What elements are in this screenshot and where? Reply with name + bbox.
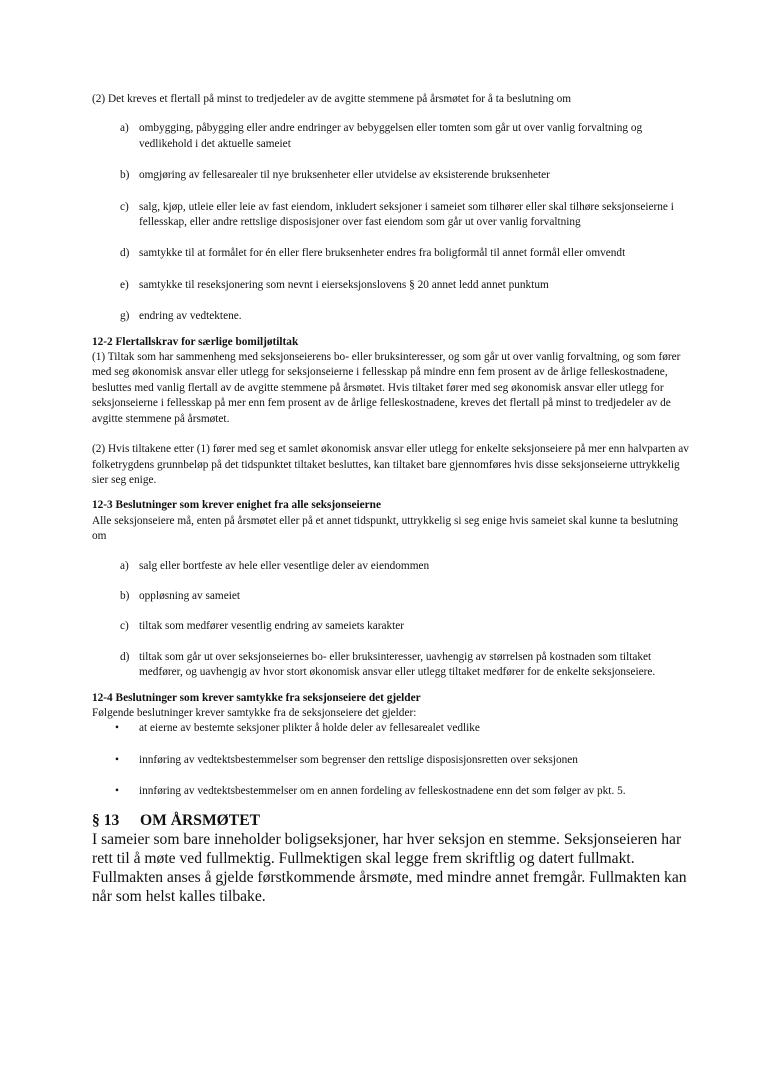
list-marker: b) xyxy=(120,169,130,182)
section-12-3-intro: Alle seksjonseiere må, enten på årsmøtet eller på et annet tidspunkt, uttrykkelig si seg enige hvis sameiet skal kunne ta beslutning om xyxy=(92,514,679,543)
bullet-item-text: innføring av vedtektsbestemmelser som begrenser den rettslige disposisjonsretten over seksjonen xyxy=(139,753,578,766)
list-item-text: omgjøring av fellesarealer til nye bruksenheter eller utvidelse av eksisterende bruksenheter xyxy=(139,169,550,182)
unanimity-list xyxy=(92,559,692,681)
section-12-2-heading: 12-2 Flertallskrav for særlige bomiljøtiltak xyxy=(92,335,299,348)
list-item xyxy=(92,619,692,634)
list-item-text: samtykke til at formålet for én eller flere bruksenheter endres fra boligformål til annet formål eller omvendt xyxy=(139,247,626,260)
consent-bullet-list xyxy=(92,721,692,799)
list-item xyxy=(92,121,692,152)
list-marker: a) xyxy=(120,559,129,572)
bullet-item xyxy=(92,784,692,799)
section-title: OM ÅRSMØTET xyxy=(140,811,260,829)
list-marker: c) xyxy=(120,200,129,213)
list-item xyxy=(92,559,692,574)
list-item-text: oppløsning av sameiet xyxy=(139,589,241,602)
list-marker: c) xyxy=(120,620,129,633)
list-item xyxy=(92,200,692,231)
document-page xyxy=(92,92,692,906)
list-item xyxy=(92,168,692,183)
section-12-2-paragraph-2: (2) Hvis tiltakene etter (1) fører med seg et samlet økonomisk ansvar eller utlegg for enkelte seksjonseiere på mer enn halvparten av folketrygdens grunnbeløp på det tidspunktet tiltaket besluttes, kan tiltaket bare gjennomføres hvis disse seksjonseierne uttrykkelig sier seg enige. xyxy=(92,443,689,486)
section-12-3-heading: 12-3 Beslutninger som krever enighet fra alle seksjonseierne xyxy=(92,499,381,512)
list-marker: d) xyxy=(120,247,130,260)
list-item-text: salg eller bortfeste av hele eller vesentlige deler av eiendommen xyxy=(139,559,430,572)
section-13-text: I sameier som bare inneholder boligseksjoner, har hver seksjon en stemme. Seksjonseieren har rett til å møte ved fullmektig. Fullmektigen skal legge frem skriftlig og datert fullmakt. Fullmakten anses å gjelde førstkommende årsmøte, med mindre annet fremgår. Fullmakten kan når som helst kalles tilbake. xyxy=(92,830,687,905)
majority-list xyxy=(92,121,692,324)
bullet-icon: • xyxy=(115,753,119,766)
list-item-text: endring av vedtektene. xyxy=(139,310,242,323)
bullet-item xyxy=(92,753,692,768)
paragraph-2-intro: (2) Det kreves et flertall på minst to tredjedeler av de avgitte stemmene på årsmøtet for å ta beslutning om xyxy=(92,93,572,105)
list-item xyxy=(92,650,692,681)
list-marker: d) xyxy=(120,650,130,663)
list-item xyxy=(92,309,692,324)
list-item-text: tiltak som går ut over seksjonseiernes bo- eller bruksinteresser, uavhengig av størrelsen på kostnaden som tiltaket medfører, og uavhengig av hvor stort økonomisk ansvar eller utlegg tiltaket medfører for de enkelte seksjonseiere. xyxy=(139,650,656,679)
list-item-text: ombygging, påbygging eller andre endringer av bebyggelsen eller tomten som går ut over vanlig forvaltning og vedlikehold i det aktuelle sameiet xyxy=(139,122,643,150)
bullet-item-text: at eierne av bestemte seksjoner plikter å holde deler av fellesarealet vedlike xyxy=(139,722,480,735)
section-12-4-heading: 12-4 Beslutninger som krever samtykke fra seksjonseiere det gjelder xyxy=(92,691,421,704)
bullet-item-text: innføring av vedtektsbestemmelser om en annen fordeling av felleskostnadene enn det som følger av pkt. 5. xyxy=(139,785,626,798)
bullet-item xyxy=(92,721,692,736)
list-item-text: salg, kjøp, utleie eller leie av fast eiendom, inkludert seksjoner i sameiet som tilhører eller skal tilhøre seksjonseierne i fellesskap, eller andre rettslige disposisjoner over fast eiendom som går ut over vanlig forvaltning xyxy=(139,200,674,229)
list-item xyxy=(92,246,692,261)
section-12-2-paragraph-1: (1) Tiltak som har sammenheng med seksjonseierens bo- eller bruksinteresser, og som går ut over vanlig forvaltning, og som fører med seg økonomisk ansvar eller utlegg for seksjonseierne i fellesskap på mindre enn fem prosent av de årlige felleskostnadene, besluttes med vanlig flertall av de avgitte stemmene på årsmøtet. Hvis tiltaket fører med seg økonomisk ansvar eller utlegg for seksjonseierne i fellesskap på mer enn fem prosent av de årlige felleskostnadene, kreves det flertall på minst to tredjedeler av de avgitte stemmene på årsmøtet. xyxy=(92,351,681,425)
list-item-text: samtykke til reseksjonering som nevnt i eierseksjonslovens § 20 annet ledd annet punktum xyxy=(139,278,549,291)
list-item-text: tiltak som medfører vesentlig endring av sameiets karakter xyxy=(139,620,405,633)
list-marker: e) xyxy=(120,278,129,291)
list-marker: b) xyxy=(120,589,130,602)
bullet-icon: • xyxy=(115,722,119,735)
list-item xyxy=(92,278,692,293)
list-item xyxy=(92,589,692,604)
section-13-heading xyxy=(92,811,692,830)
section-number: § 13 xyxy=(92,811,120,829)
list-marker: a) xyxy=(120,122,129,135)
section-12-4-intro: Følgende beslutninger krever samtykke fra de seksjonseiere det gjelder: xyxy=(92,706,417,719)
list-marker: g) xyxy=(120,310,130,323)
bullet-icon: • xyxy=(115,785,119,798)
